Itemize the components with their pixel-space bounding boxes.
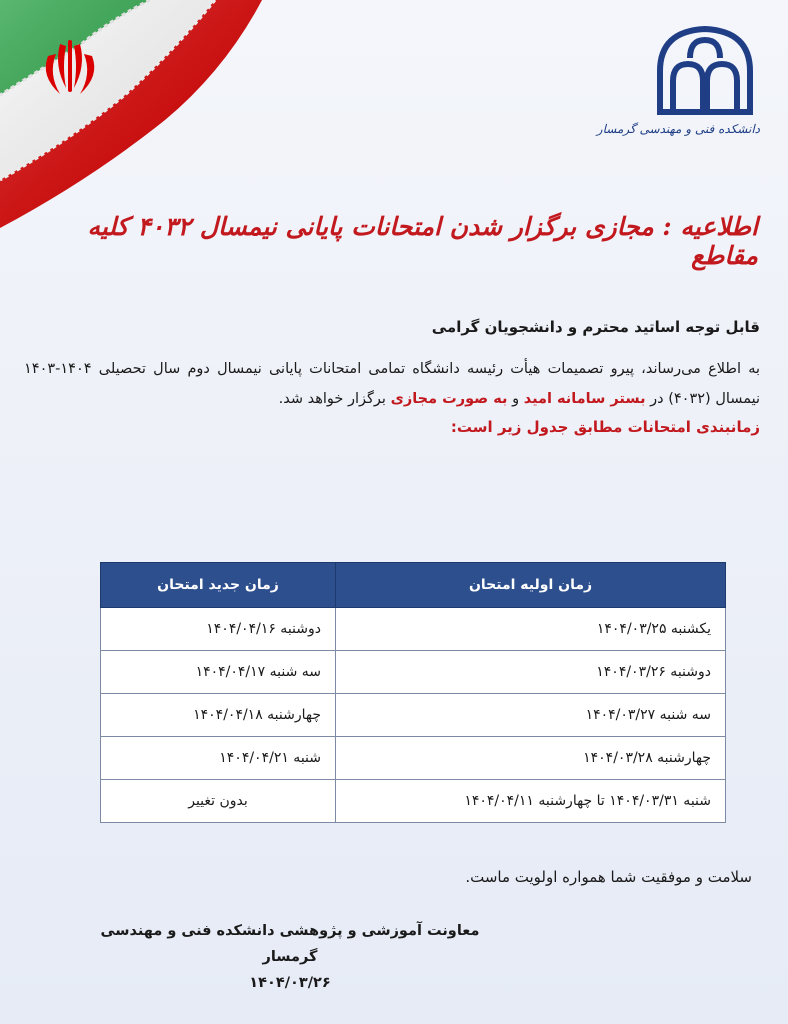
header-original-date: زمان اولیه امتحان <box>336 563 726 608</box>
body-part-3: برگزار خواهد شد. <box>278 391 391 407</box>
new-date-cell: سه شنبه ۱۴۰۴/۰۴/۱۷ <box>101 651 336 694</box>
original-date-cell: یکشنبه ۱۴۰۴/۰۳/۲۵ <box>336 608 726 651</box>
table-row <box>101 780 726 823</box>
signature-date: ۱۴۰۴/۰۳/۲۶ <box>249 975 331 991</box>
original-date-cell: دوشنبه ۱۴۰۴/۰۳/۲۶ <box>336 651 726 694</box>
signature-block <box>80 918 500 996</box>
original-date-cell: چهارشنبه ۱۴۰۴/۰۳/۲۸ <box>336 737 726 780</box>
iran-flag-icon <box>0 0 270 240</box>
highlight-virtual: به صورت مجازی <box>390 391 508 407</box>
closing-remark: سلامت و موفقیت شما همواره اولویت ماست. <box>465 868 752 886</box>
original-date-cell: شنبه ۱۴۰۴/۰۳/۳۱ تا چهارشنبه ۱۴۰۴/۰۴/۱۱ <box>336 780 726 823</box>
announcement-title: اطلاعیه : مجازی برگزار شدن امتحانات پایانی نیمسال ۴۰۳۲ کلیه مقاطع <box>87 212 758 270</box>
exam-schedule-table <box>100 562 726 823</box>
new-date-cell: چهارشنبه ۱۴۰۴/۰۴/۱۸ <box>101 694 336 737</box>
table-row <box>101 608 726 651</box>
table-header-row <box>101 563 726 608</box>
header-new-date: زمان جدید امتحان <box>101 563 336 608</box>
greeting: قابل توجه اساتید محترم و دانشجویان گرامی <box>431 318 760 336</box>
announcement-body <box>24 318 760 436</box>
highlight-platform: بستر سامانه امید <box>523 391 646 407</box>
table-row <box>101 694 726 737</box>
table-row <box>101 737 726 780</box>
college-logo <box>596 26 760 136</box>
new-date-cell: بدون تغییر <box>101 780 336 823</box>
body-paragraph <box>24 354 760 414</box>
schedule-heading: زمانبندی امتحانات مطابق جدول زیر است: <box>450 418 760 436</box>
body-part-1: به اطلاع می‌رساند، پیرو تصمیمات هیأت رئیسه دانشگاه تمامی امتحانات پایانی نیمسال دوم سال تحصیلی ۱۴۰۴-۱۴۰۳ نیمسال (۴۰۳۲) در <box>24 361 760 407</box>
logo-caption: دانشکده فنی و مهندسی گرمسار <box>596 122 760 136</box>
college-dome-logo-icon <box>655 26 755 116</box>
signature-office: معاونت آموزشی و پژوهشی دانشکده فنی و مهندسی گرمسار <box>100 923 480 965</box>
new-date-cell: دوشنبه ۱۴۰۴/۰۴/۱۶ <box>101 608 336 651</box>
body-part-2: و <box>507 391 524 407</box>
table-row <box>101 651 726 694</box>
new-date-cell: شنبه ۱۴۰۴/۰۴/۲۱ <box>101 737 336 780</box>
original-date-cell: سه شنبه ۱۴۰۴/۰۳/۲۷ <box>336 694 726 737</box>
